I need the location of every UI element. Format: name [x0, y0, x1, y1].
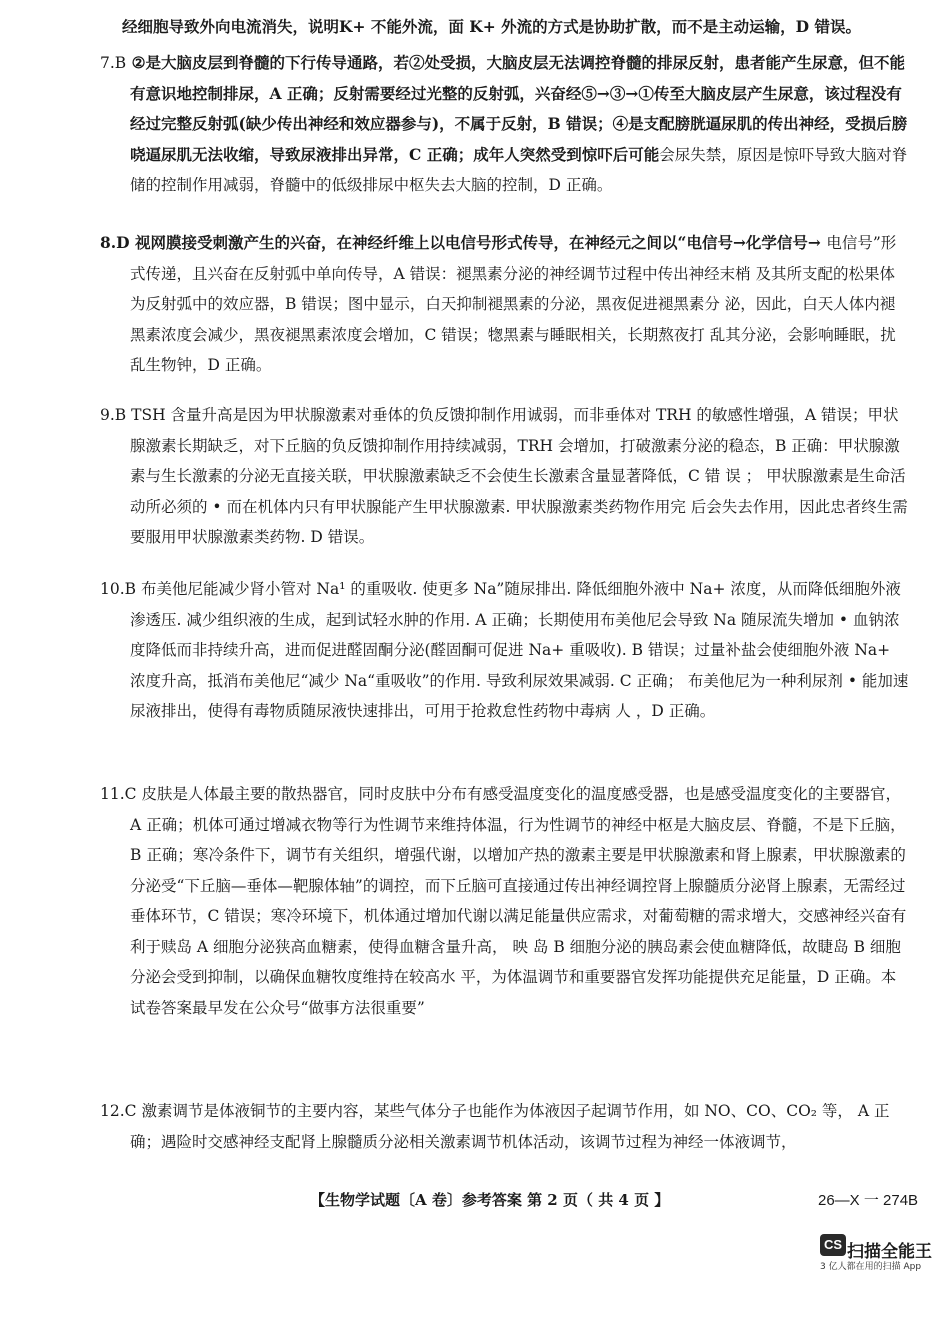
- scanner-watermark: [820, 1234, 938, 1274]
- answer-text: 皮肤是人体最主要的散热器官，同时皮肤中分布有感受温度变化的温度感受器，也是感受温度变化的主要器官，A 正确；机体可通过增减衣物等行为性调节来维持体温，行为性调节的神经中枢是大脑皮层、脊髓，不是下丘脑，B 正确；寒冷条件下，调节有关组织，增强代谢，以增加产热的激素主要是甲状腺激素和肾上腺素，甲状腺激素的分泌受“下丘脑—垂体—靶腺体轴”的调控，而下丘脑可直接通过传出神经调控肾上腺髓质分泌肾上腺素，无需经过垂体环节，C 错误；寒冷环境下，机体通过增加代谢以满足能量供应需求，对葡萄糖的需求增大，交感神经兴奋有利于赎岛 A 细胞分泌狭高血糖素，使得血糖含量升高， 映 岛 B 细胞分泌的胰岛素会使血糖降低，故睫岛 B 细胞分泌会受到抑制，以确保血糖牧度维持在较高水 平，为体温调节和重要器官发挥功能提供充足能量，D 正确。本试卷答案最早发在公众号“做事方法很重要”: [130, 785, 907, 1017]
- answer-label: 11.C: [100, 785, 137, 803]
- answer-bold-text: 视网膜接受刺激产生的兴奋，在神经纤维上以电信号形式传导，在神经元之间以“电信号→化学信号→: [129, 233, 827, 252]
- answer-item-q9: [100, 400, 910, 553]
- intro-paragraph: 经细胞导致外向电流消失，说明K+ 不能外流，面 K+ 外流的方式是协助扩散，而不是主动运输，D 错误。: [122, 17, 861, 36]
- page-footer-title: 【生物学试题〔A 卷〕参考答案 第 2 页（ 共 4 页 】: [310, 1191, 670, 1209]
- answer-label: 12.C: [100, 1102, 137, 1120]
- answer-label: 10.B: [100, 580, 137, 598]
- answer-item-q10: [100, 574, 910, 727]
- answer-text: 会尿失禁，原因是惊吓导致大脑对脊储的控制作用减弱，脊髓中的低级排尿中枢失去大脑的控制，D 正确。: [130, 145, 908, 194]
- answer-item-q7: [100, 48, 910, 201]
- answer-label: 8.D: [100, 233, 130, 252]
- answer-bold-text: ②是大脑皮层到脊髓的下行传导通路，若②处受损，大脑皮层无法调控脊髓的排尿反射，患者能产生尿意，但不能有意识地控制排尿，A 正确；反射需要经过光整的反射弧，兴奋经⑤→③→①传至大脑皮层产生尿意，该过程没有经过完整反射弧(缺少传出神经和效应器参与)，不属于反射，B 错误；④是支配膀胱逼尿肌的传出神经，受损后膀哓逼尿肌无法收缩，导致尿液排出异常，C 正确；成年人突然受到惊吓后可能: [126, 53, 908, 164]
- answer-label: 9.B: [100, 406, 127, 424]
- answer-text: 电信号”形式传递，且兴奋在反射弧中单向传导，A 错误：褪黑素分泌的神经调节过程中传出神经末梢 及其所支配的松果体为反射弧中的效应器，B 错误；图中显示，白天抑制褪黑素的分泌，黑夜促进褪黑素分 泌，因此，白天人体内褪黑素浓度会减少，黑夜褪黑素浓度会增加，C 错误；㹅黑素与睡眠相关，长期熬夜打 乱其分泌，会影响睡眠，扰乱生物钟，D 正确。: [130, 234, 897, 374]
- answer-item-q8: [100, 228, 910, 381]
- camscanner-logo-icon: CS: [820, 1234, 846, 1256]
- answer-text: 布美他尼能减少肾小管对 Na¹ 的重吸收. 使更多 Na”随尿排出. 降低细胞外液中 Na+ 浓度，从而降低细胞外液渗透压. 减少组织液的生成，起到试轻水肿的作用. A 正确；长期使用布美他尼会导致 Na 随尿流失增加 • 血钠浓度降低而非持续升高，进而促进醛固酮分泌(醛固酮可促进 Na+ 重吸收). B 错误；过量补盐会使细胞外液 Na+ 浓度升高，抵消布美他尼“减少 Na“重吸收”的作用. 导致利尿效果减弱. C 正确； 布美他尼为一种利尿剂 • 能加速尿液排出，使得有毒物质随尿液快速排出，可用于抢救怠性药物中毒病 人 ，D 正确。: [130, 580, 909, 720]
- answer-item-q12: [100, 1096, 910, 1157]
- page-footer-code: 26—X 一 274B: [818, 1192, 919, 1209]
- scanner-app-name: 扫描全能王: [847, 1242, 932, 1262]
- answer-item-q11: [100, 779, 910, 1023]
- scanner-tagline: 3 亿人都在用的扫描 App: [820, 1262, 922, 1272]
- answer-text: 激素调节是体液铜节的主要内容，某些气体分子也能作为体液因子起调节作用，如 NO、CO、CO₂ 等， A 正确；遇险时交感神经支配肾上腺髓质分泌相关激素调节机体活动，该调节过程为神经一体液调节，: [130, 1102, 890, 1151]
- answer-text: TSH 含量升高是因为甲状腺激素对垂体的负反馈抑制作用诚弱，而非垂体对 TRH 的敏感性增强，A 错误；甲状腺激素长期缺乏，对下丘脑的负反馈抑制作用持续减弱，TRH 会增加，打破激素分泌的稳态，B 正确：甲状腺激素与生长激素的分泌无直接关联，甲状腺激素缺乏不会使生长激素含量显著降低，C 错 误 ； 甲状腺激素是生命活动所必须的 • 而在机体内只有甲状腺能产生甲状腺激素. 甲状腺激素类药物作用完 后会失去作用，因此忠者终生需要服用甲状腺激素类药物. D 错误。: [126, 406, 908, 546]
- answer-label: 7.B: [100, 54, 127, 72]
